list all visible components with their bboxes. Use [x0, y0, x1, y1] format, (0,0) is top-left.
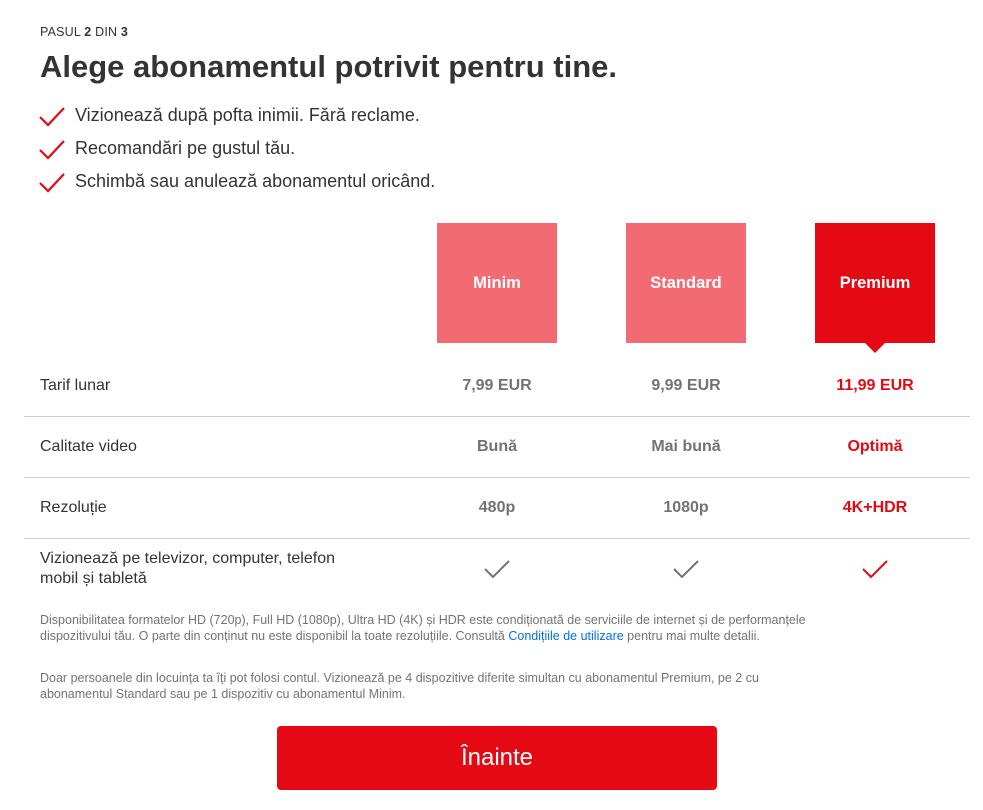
devices-premium	[815, 538, 935, 599]
disclaimer-resolution	[40, 612, 830, 644]
step-indicator	[40, 25, 128, 39]
page-title: Alege abonamentul potrivit pentru tine.	[40, 49, 617, 84]
plan-minim-button[interactable]: Minim	[437, 223, 557, 343]
row-label: Calitate video	[40, 437, 137, 455]
plan-standard-button[interactable]: Standard	[626, 223, 746, 343]
quality-standard: Mai bună	[651, 437, 721, 455]
step-prefix: PASUL	[40, 25, 85, 39]
table-row-quality	[24, 416, 970, 478]
step-current: 2	[84, 25, 92, 39]
red-check-icon	[38, 170, 66, 194]
check-icon	[861, 558, 889, 580]
resolution-standard: 1080p	[663, 498, 709, 516]
benefit-item	[38, 99, 435, 132]
red-check-icon	[38, 137, 66, 161]
next-button[interactable]: Înainte	[277, 726, 717, 790]
table-row-resolution	[24, 477, 970, 539]
table-row-devices	[24, 538, 970, 599]
disclaimer-devices: Doar persoanele din locuința ta îți pot folosi contul. Vizionează pe 4 dispozitive diferite simultan cu abonamentul Premium, pe 2 cu abonamentul Standard sau pe 1 dispozitiv cu abonamentul Minim.	[40, 671, 759, 701]
step-mid: DIN	[91, 25, 121, 39]
row-label: Vizionează pe televizor, computer, telefon mobil și tabletă	[40, 549, 335, 587]
step-total: 3	[120, 25, 129, 39]
price-premium: 11,99 EUR	[836, 376, 914, 394]
check-icon	[672, 558, 700, 580]
table-row-price	[24, 355, 970, 417]
devices-standard	[626, 538, 746, 599]
red-check-icon	[38, 104, 66, 128]
quality-premium: Optimă	[847, 437, 903, 455]
price-minim: 7,99 EUR	[462, 376, 532, 394]
plan-premium-button[interactable]: Premium	[815, 223, 935, 343]
benefit-text: Schimbă sau anulează abonamentul oricând.	[75, 171, 436, 191]
benefit-item	[38, 132, 435, 165]
check-icon	[483, 558, 511, 580]
benefits-list	[38, 99, 435, 198]
disclaimer-text: pentru mai multe detalii.	[623, 629, 760, 643]
row-label: Rezoluție	[40, 498, 107, 516]
terms-link[interactable]: Condițiile de utilizare	[508, 629, 624, 643]
resolution-premium: 4K+HDR	[842, 498, 908, 516]
benefit-text: Vizionează după pofta inimii. Fără reclame.	[75, 105, 420, 125]
quality-minim: Bună	[477, 437, 517, 455]
resolution-minim: 480p	[478, 498, 516, 516]
devices-minim	[437, 538, 557, 599]
disclaimer-text: Disponibilitatea formatelor HD (720p), Full HD (1080p), Ultra HD (4K) și HDR este condiționată de serviciile de internet și de performanțele dispozitivului tău. O parte din conținut nu este disponibil la toate rezoluțiile. Consultă	[40, 613, 806, 643]
row-label: Tarif lunar	[40, 376, 111, 394]
benefit-item	[38, 165, 435, 198]
benefit-text: Recomandări pe gustul tău.	[75, 138, 296, 158]
price-standard: 9,99 EUR	[651, 376, 721, 394]
